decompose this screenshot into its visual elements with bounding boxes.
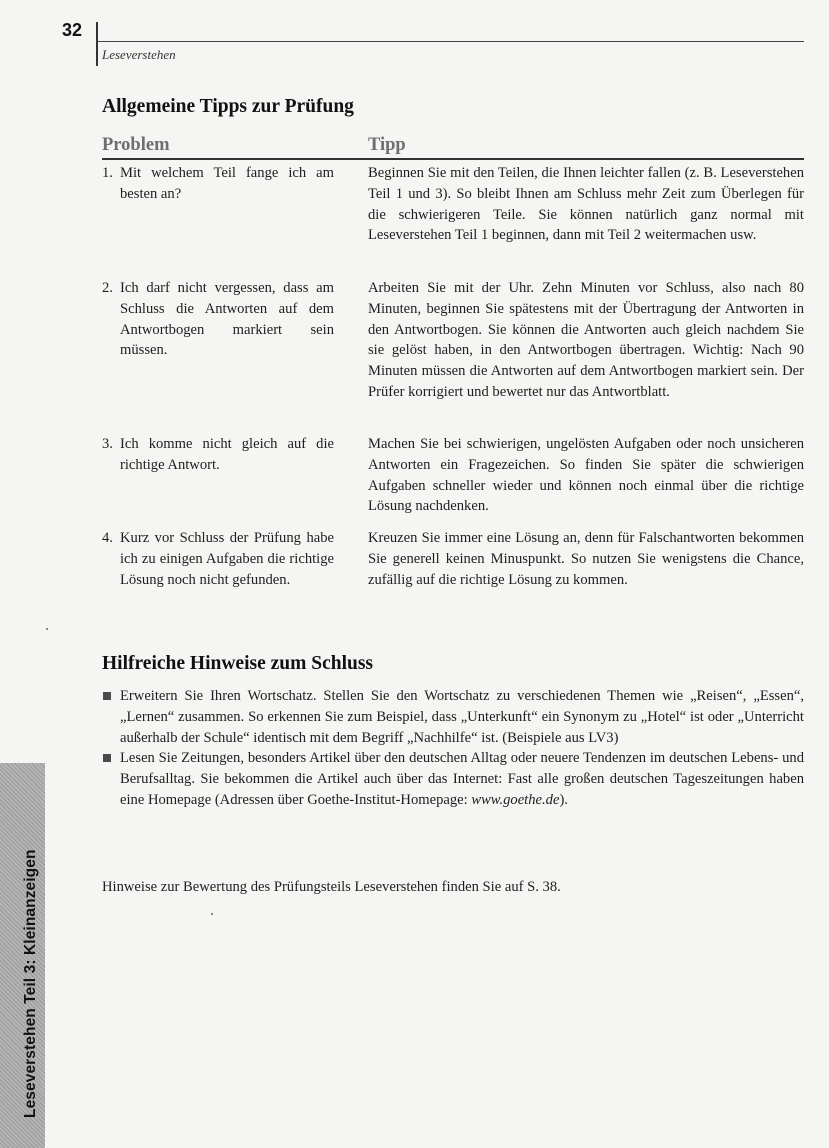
- problem-cell: [102, 528, 334, 590]
- column-header-tipp: Tipp: [368, 135, 406, 155]
- hint-text: [120, 748, 804, 810]
- problem-text: Kurz vor Schluss der Prüfung habe ich zu einigen Aufgaben die richtige Lösung noch nicht gefunden.: [120, 530, 334, 588]
- hint-text-body: Lesen Sie Zeitungen, besonders Artikel über den deutschen Alltag oder neuere Tendenzen im deutschen Lebens- und Berufsalltag. Sie bekommen die Artikel auch über das Internet: Fast alle großen deutschen Tageszeitungen haben eine Homepage (Adressen über Goethe-Institut-Homepage:: [120, 750, 804, 808]
- tipp-cell: Machen Sie bei schwierigen, ungelösten Aufgaben oder noch unsicheren Antworten ein Fragezeichen. So finden Sie später die schwierigen Aufgaben schneller wieder und können noch einmal über die richtige Lösung nachdenken.: [368, 436, 804, 515]
- problem-number: 2.: [102, 280, 113, 296]
- tipp-cell: Kreuzen Sie immer eine Lösung an, denn für Falschantworten bekommen Sie generell keinen Minuspunkt. So nutzen Sie wenigstens die Chance, zufällig auf die richtige Lösung zu kommen.: [368, 530, 804, 588]
- tipp-cell: Arbeiten Sie mit der Uhr. Zehn Minuten vor Schluss, also nach 80 Minuten, beginnen Sie spätestens mit der Übertragung der Antworten in den Antwortbogen. Sie können die Antworten auch gleich nachdem Sie sie gelöst haben, in den Antwortbogen übertragen. Wichtig: Nach 90 Minuten müssen die Antworten auf dem Antwortbogen markiert sein. Der Prüfer korrigiert und bewertet nur das Antwortblatt.: [368, 280, 804, 400]
- side-tab-label: Leseverstehen Teil 3: Kleinanzeigen: [22, 849, 39, 1118]
- hint-text-end: ).: [559, 791, 568, 808]
- square-bullet-icon: [103, 692, 111, 700]
- problem-text: Ich komme nicht gleich auf die richtige Antwort.: [120, 436, 334, 473]
- running-header: Leseverstehen: [102, 47, 176, 62]
- list-item: [102, 748, 804, 810]
- footer-note: Hinweise zur Bewertung des Prüfungsteils Leseverstehen finden Sie auf S. 38.: [102, 879, 561, 895]
- side-tab: [0, 763, 45, 1148]
- problem-cell: [102, 163, 334, 205]
- problem-number: 3.: [102, 436, 113, 452]
- hints-list: [102, 686, 804, 811]
- tips-heading: Allgemeine Tipps zur Prüfung: [102, 96, 354, 117]
- problem-number: 1.: [102, 165, 113, 181]
- goethe-link[interactable]: www.goethe.de: [471, 791, 560, 808]
- tipp-cell: Beginnen Sie mit den Teilen, die Ihnen leichter fallen (z. B. Leseverstehen Teil 1 und 3). So bleibt Ihnen am Schluss mehr Zeit zum Überlegen für die schwierigeren Teile. Sie können natürlich ganz normal mit Leseverstehen Teil 1 beginnen, dann mit Teil 2 weitermachen usw.: [368, 165, 804, 244]
- hint-text: Erweitern Sie Ihren Wortschatz. Stellen Sie den Wortschatz zu verschiedenen Themen wie „Reisen“, „Essen“, „Lernen“ zusammen. So erkennen Sie zum Beispiel, dass „Unterkunft“ ein Synonym zu „Hotel“ ist oder „Unterricht außerhalb der Schule“ identisch mit dem Begriff „Nachhilfe“ ist. (Beispiele aus LV3): [120, 688, 804, 746]
- problem-cell: [102, 434, 334, 476]
- header-rule: [96, 41, 804, 42]
- square-bullet-icon: [103, 754, 111, 762]
- page-number: 32: [62, 20, 83, 40]
- list-item: [102, 686, 804, 748]
- scan-speck: [211, 913, 213, 915]
- page-number-divider: [96, 22, 98, 66]
- problem-text: Mit welchem Teil fange ich am besten an?: [120, 165, 334, 202]
- scan-speck: [46, 628, 48, 630]
- column-header-problem: Problem: [102, 135, 170, 155]
- problem-number: 4.: [102, 530, 113, 546]
- table-header-rule: [102, 158, 804, 160]
- problem-text: Ich darf nicht vergessen, dass am Schluss die Antworten auf dem Antwortbogen markiert sein müssen.: [120, 280, 334, 359]
- hints-heading: Hilfreiche Hinweise zum Schluss: [102, 653, 374, 674]
- problem-cell: [102, 278, 334, 361]
